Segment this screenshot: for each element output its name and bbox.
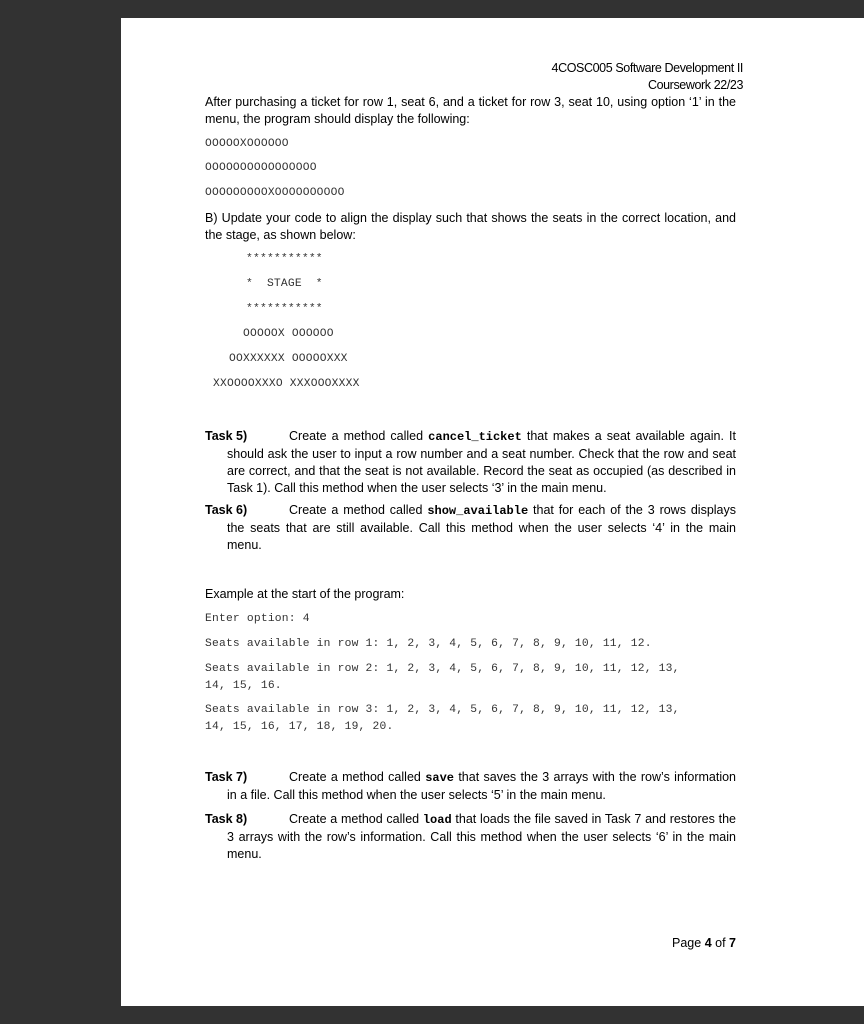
task-7: Task 7) Create a method called save that saves the 3 arrays with the row’s information in a file. Call this method when the user selects ‘5’ in the main menu. [205, 770, 736, 802]
example-line: 14, 15, 16. [205, 680, 282, 692]
part-b-paragraph: B) Update your code to align the display such that shows the seats in the correct location, and the stage, as shown below: [205, 211, 736, 242]
seat-row-2-plain: OOOOOOOOOOOOOOOO [205, 162, 317, 174]
aligned-row-1: OOOOOX OOOOOO [243, 328, 334, 340]
example-line: 14, 15, 16, 17, 18, 19, 20. [205, 721, 394, 733]
task-6: Task 6) Create a method called show_available that for each of the 3 rows displays the seats that are still available. Call this method when the user selects ‘4’ in the main menu. [205, 503, 736, 552]
stage-label: * STAGE * [246, 278, 323, 290]
page-header [552, 60, 743, 94]
example-line: Seats available in row 3: 1, 2, 3, 4, 5, 6, 7, 8, 9, 10, 11, 12, 13, [205, 704, 680, 716]
seat-row-1-plain: OOOOOXOOOOOO [205, 138, 289, 150]
coursework-label: Coursework 22/23 [647, 78, 743, 92]
save-code: save [425, 771, 454, 785]
task-8-label: Task 8) [205, 812, 248, 826]
stage-border-bottom: *********** [246, 303, 323, 315]
page-number: Page 4 of 7 [672, 936, 736, 950]
task-5: Task 5) Create a method called cancel_ticket that makes a seat available again. It should ask the user to input a row number and a seat number. Check that the row and seat are correct, and that the seat is not available. Record the seat as occupied (as described in Task 1). Call this method when the user selects ‘3’ in the main menu. [205, 429, 736, 495]
show-available-code: show_available [427, 504, 529, 518]
aligned-row-2: OOXXXXXX OOOOOXXX [229, 353, 348, 365]
example-line: Seats available in row 2: 1, 2, 3, 4, 5, 6, 7, 8, 9, 10, 11, 12, 13, [205, 663, 680, 675]
load-code: load [422, 813, 452, 827]
task-7-label: Task 7) [205, 770, 248, 784]
task-5-label: Task 5) [205, 429, 248, 443]
aligned-row-3: XXOOOOXXXO XXXOOOXXXX [213, 378, 360, 390]
cancel-ticket-code: cancel_ticket [428, 430, 522, 444]
task-8: Task 8) Create a method called load that loads the file saved in Task 7 and restores the 3 arrays with the row’s information. Call this method when the user selects ‘6’ in the main menu. [205, 812, 736, 861]
seat-row-3-plain: OOOOOOOOOXOOOOOOOOOO [205, 187, 345, 199]
example-heading: Example at the start of the program: [205, 587, 405, 601]
stage-border-top: *********** [246, 253, 323, 265]
example-line: Enter option: 4 [205, 613, 310, 625]
task-6-label: Task 6) [205, 503, 248, 517]
course-title: 4COSC005 Software Development II [551, 61, 743, 75]
example-line: Seats available in row 1: 1, 2, 3, 4, 5, 6, 7, 8, 9, 10, 11, 12. [205, 638, 652, 650]
intro-paragraph: After purchasing a ticket for row 1, seat 6, and a ticket for row 3, seat 10, using option ‘1’ in the menu, the program should display the following: [205, 95, 736, 126]
